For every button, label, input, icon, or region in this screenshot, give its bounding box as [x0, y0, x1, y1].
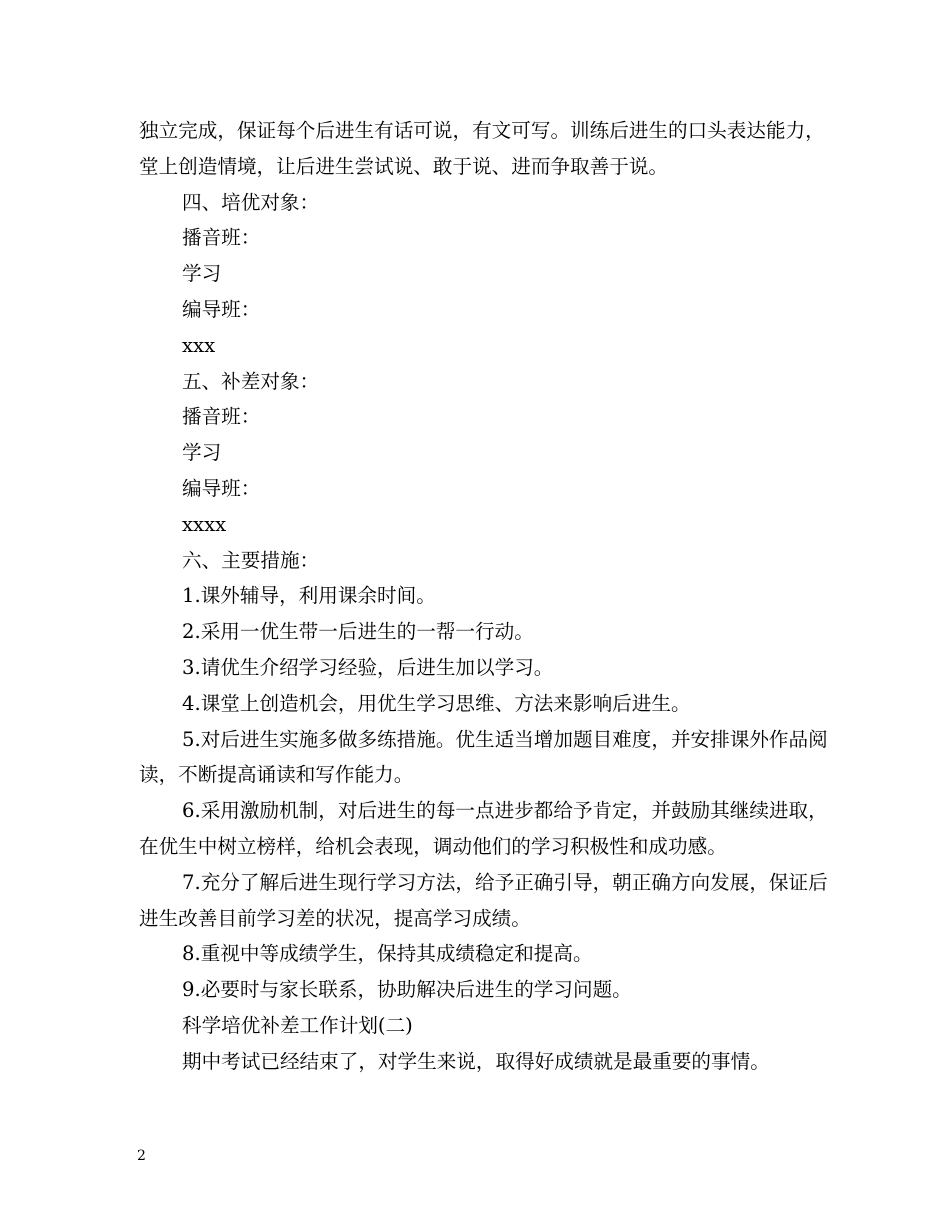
paragraph: 学习: [182, 441, 222, 465]
paragraph: 播音班：: [182, 226, 261, 250]
paragraph: 期中考试已经结束了，对学生来说，取得好成绩就是最重要的事情。: [182, 1049, 770, 1073]
paragraph: 学习: [182, 262, 222, 286]
list-item: 5.对后进生实施多做多练措施。优生适当增加题目难度，并安排课外作品阅读，不断提高诵读和写作能力。: [139, 727, 828, 787]
paragraph: xxxx: [182, 512, 227, 536]
list-item: 3.请优生介绍学习经验，后进生加以学习。: [182, 655, 554, 679]
list-item: 1.课外辅导，利用课余时间。: [182, 584, 436, 608]
list-item: 2.采用一优生带一后进生的一帮一行动。: [182, 620, 534, 644]
list-item: 4.课堂上创造机会，用优生学习思维、方法来影响后进生。: [182, 691, 691, 715]
section-heading: 四、培优对象：: [182, 190, 320, 214]
page-number: 2: [137, 1148, 146, 1164]
paragraph: 编导班：: [182, 297, 261, 321]
paragraph: xxx: [182, 333, 216, 357]
list-item: 9.必要时与家长联系，协助解决后进生的学习问题。: [182, 978, 632, 1002]
list-item: 8.重视中等成绩学生，保持其成绩稳定和提高。: [182, 942, 593, 966]
paragraph: 独立完成，保证每个后进生有话可说，有文可写。训练后进生的口头表达能力，堂上创造情境，让后进生尝试说、敢于说、进而争取善于说。: [139, 119, 825, 178]
document-body: [139, 113, 829, 1080]
paragraph: 播音班：: [182, 405, 261, 429]
list-item: 7.充分了解后进生现行学习方法，给予正确引导，朝正确方向发展，保证后进生改善目前学习差的状况，提高学习成绩。: [139, 870, 828, 930]
list-item: 6.采用激励机制，对后进生的每一点进步都给予肯定，并鼓励其继续进取，在优生中树立榜样，给机会表现，调动他们的学习积极性和成功感。: [139, 799, 828, 858]
section-heading: 六、主要措施：: [182, 548, 320, 572]
section-heading: 五、补差对象：: [182, 369, 320, 393]
document-title: 科学培优补差工作计划(二): [182, 1013, 413, 1037]
paragraph: 编导班：: [182, 476, 261, 500]
